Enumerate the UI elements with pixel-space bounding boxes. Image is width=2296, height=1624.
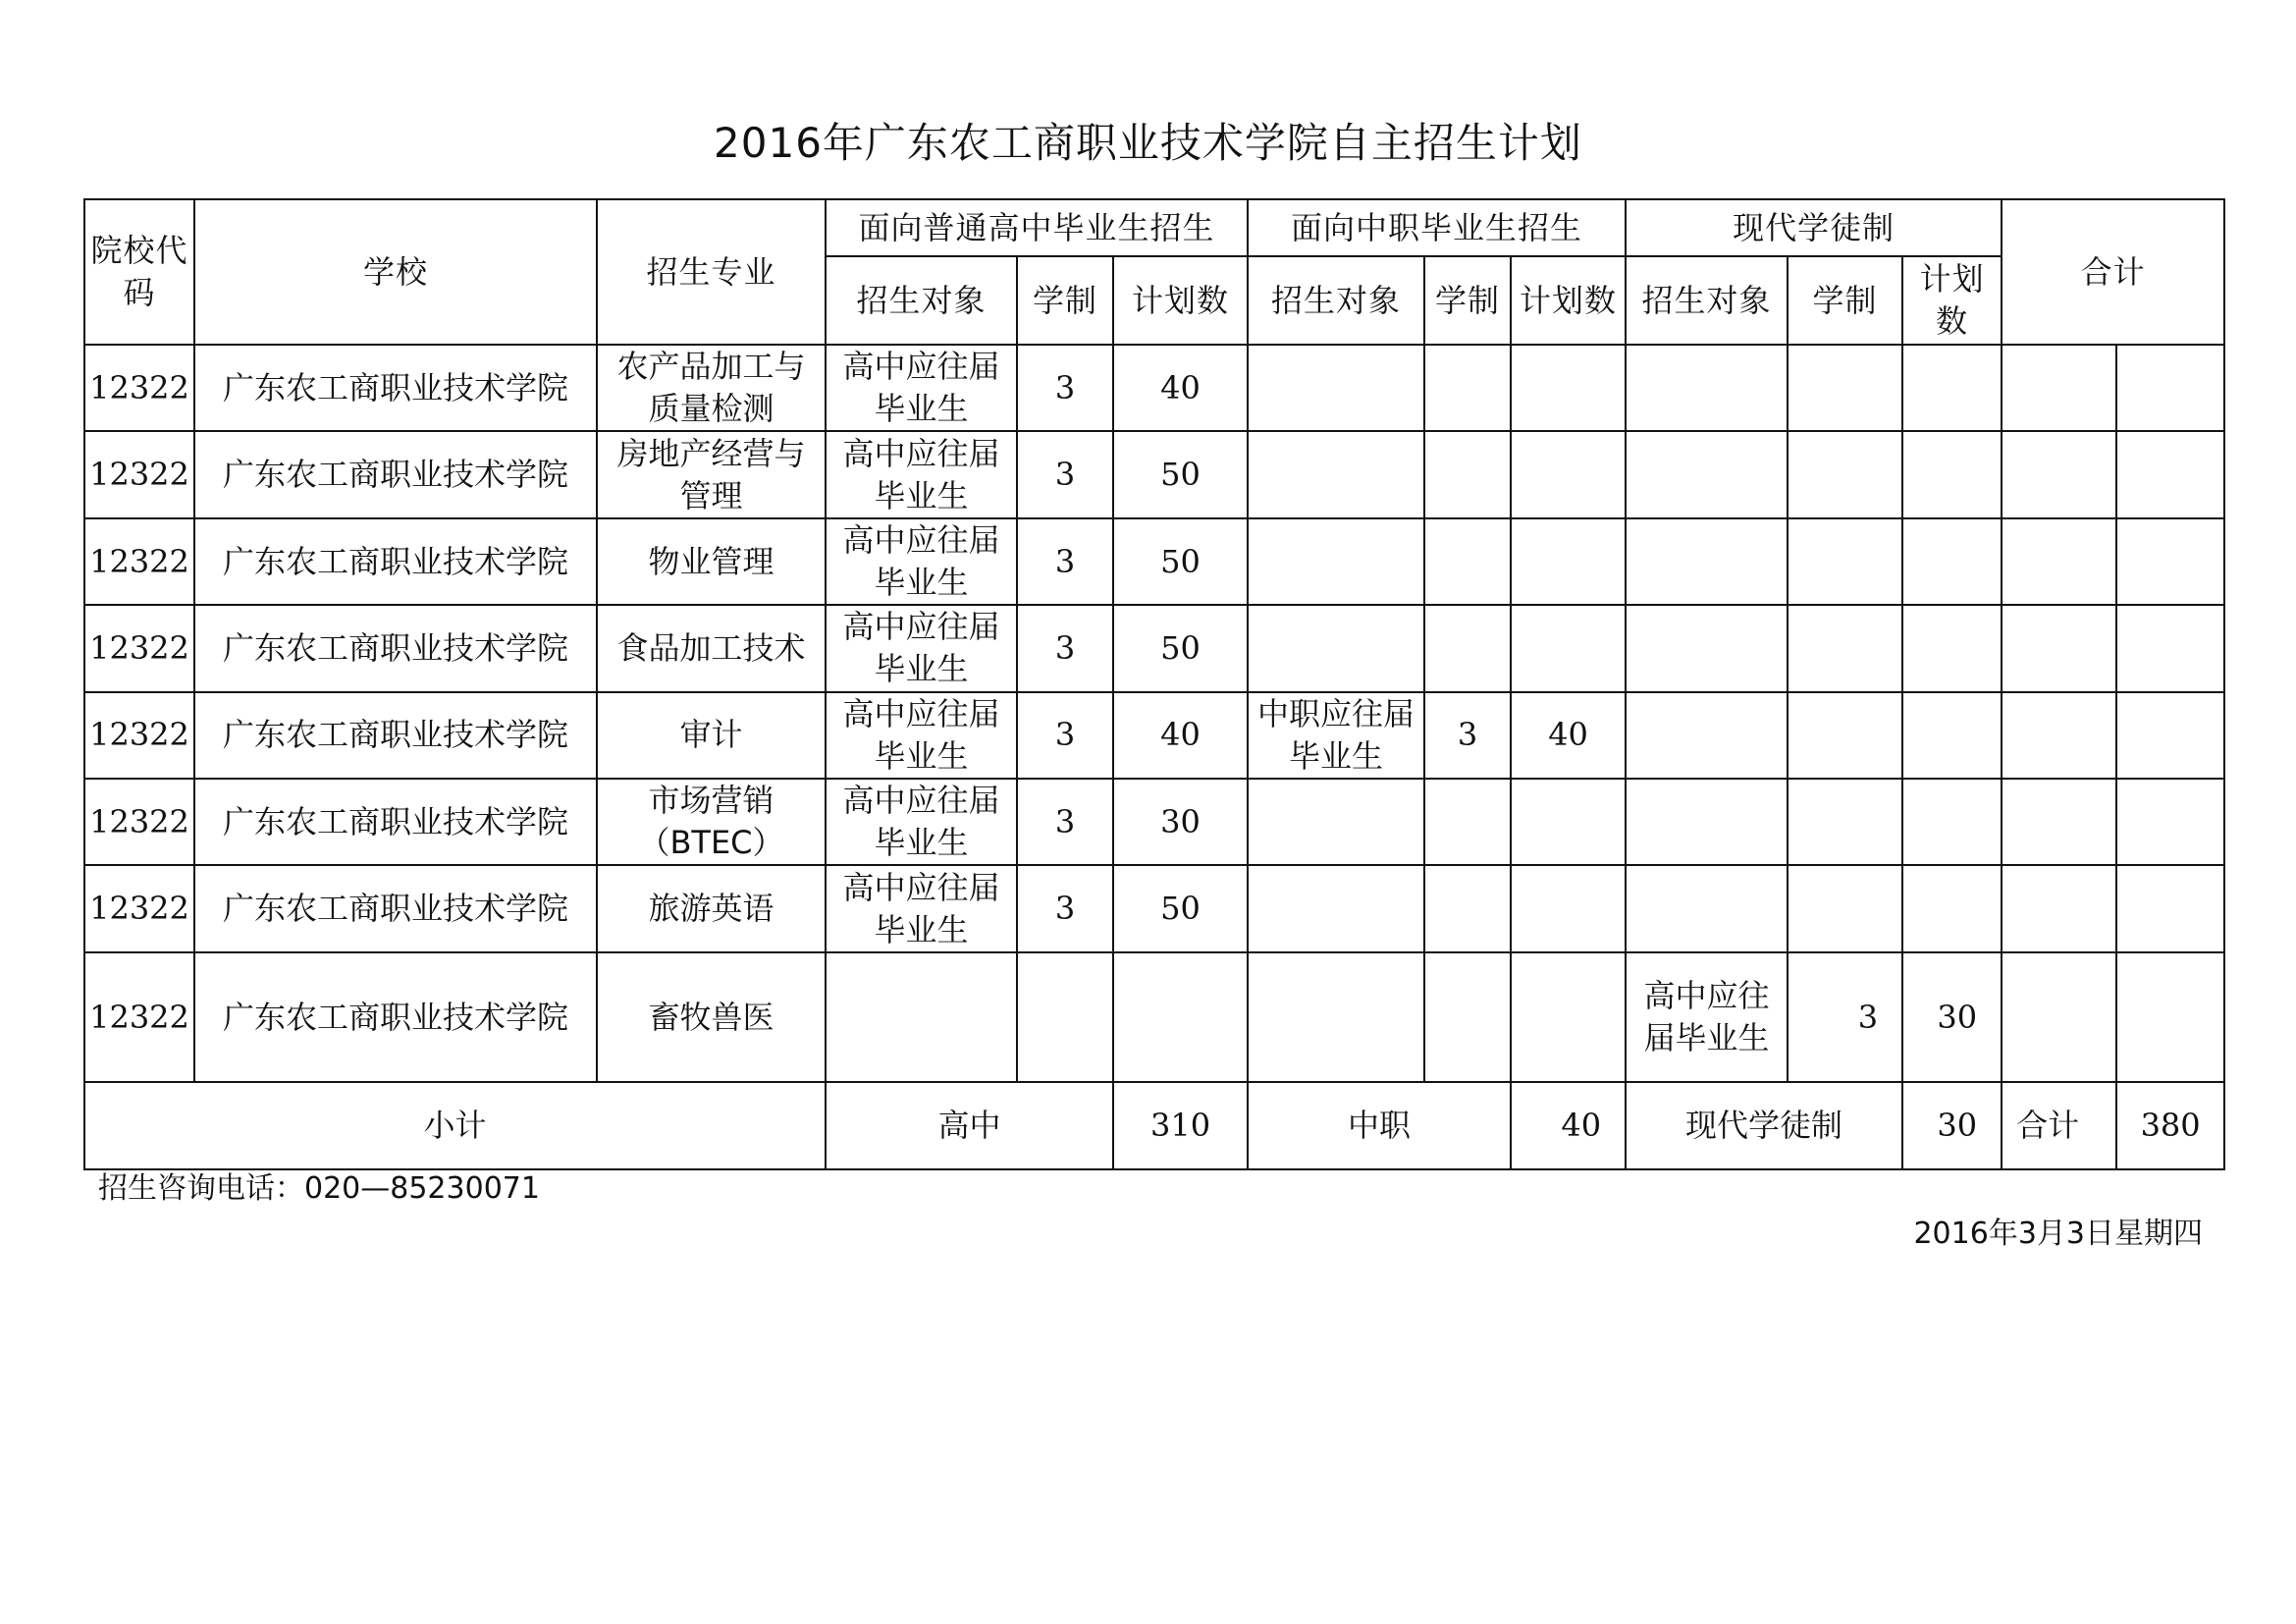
cell-vocational-target bbox=[1248, 865, 1424, 951]
cell-general-years: 3 bbox=[1017, 692, 1113, 779]
cell-general-years: 3 bbox=[1017, 865, 1113, 951]
cell-school: 广东农工商职业技术学院 bbox=[194, 865, 597, 951]
table-row bbox=[84, 952, 2224, 1083]
cell-general-years: 3 bbox=[1017, 518, 1113, 605]
cell-major: 旅游英语 bbox=[597, 865, 826, 951]
cell-apprentice-target bbox=[1626, 865, 1788, 951]
cell-apprentice-years bbox=[1788, 431, 1902, 517]
subtotal-apprentice-label: 现代学徒制 bbox=[1626, 1082, 1902, 1169]
cell-total-b bbox=[2116, 692, 2224, 779]
subtotal-general-label: 高中 bbox=[826, 1082, 1113, 1169]
cell-general-plan: 40 bbox=[1113, 692, 1248, 779]
cell-total-a bbox=[2002, 345, 2116, 431]
table-row bbox=[84, 345, 2224, 431]
header-group-vocational: 面向中职毕业生招生 bbox=[1248, 199, 1626, 256]
cell-apprentice-years bbox=[1788, 605, 1902, 691]
cell-apprentice-target bbox=[1626, 345, 1788, 431]
header-general-target: 招生对象 bbox=[826, 256, 1017, 345]
cell-general-target: 高中应往届毕业生 bbox=[826, 431, 1017, 517]
cell-apprentice-years bbox=[1788, 345, 1902, 431]
header-apprentice-plan: 计划数 bbox=[1902, 256, 2002, 345]
subtotal-total-label: 合计 bbox=[2002, 1082, 2116, 1169]
cell-total-b bbox=[2116, 345, 2224, 431]
cell-general-years: 3 bbox=[1017, 431, 1113, 517]
cell-code: 12322 bbox=[84, 605, 194, 691]
cell-vocational-years bbox=[1424, 345, 1511, 431]
cell-vocational-target bbox=[1248, 345, 1424, 431]
cell-apprentice-plan bbox=[1902, 518, 2002, 605]
cell-vocational-years bbox=[1424, 779, 1511, 865]
cell-general-target: 高中应往届毕业生 bbox=[826, 345, 1017, 431]
header-total: 合计 bbox=[2002, 199, 2224, 345]
cell-apprentice-plan bbox=[1902, 431, 2002, 517]
cell-general-target: 高中应往届毕业生 bbox=[826, 605, 1017, 691]
cell-code: 12322 bbox=[84, 431, 194, 517]
header-school: 学校 bbox=[194, 199, 597, 345]
cell-general-years: 3 bbox=[1017, 779, 1113, 865]
hotline-text: 招生咨询电话：020—85230071 bbox=[98, 1171, 540, 1206]
subtotal-row bbox=[84, 1082, 2224, 1169]
subtotal-total-value: 380 bbox=[2116, 1082, 2224, 1169]
subtotal-apprentice-value: 30 bbox=[1902, 1082, 2002, 1169]
subtotal-vocational-value: 40 bbox=[1511, 1082, 1626, 1169]
cell-total-b bbox=[2116, 779, 2224, 865]
cell-total-a bbox=[2002, 518, 2116, 605]
cell-apprentice-years bbox=[1788, 518, 1902, 605]
cell-vocational-plan bbox=[1511, 431, 1626, 517]
cell-general-target: 高中应往届毕业生 bbox=[826, 692, 1017, 779]
cell-general-years bbox=[1017, 952, 1113, 1083]
header-general-years: 学制 bbox=[1017, 256, 1113, 345]
cell-general-plan: 30 bbox=[1113, 779, 1248, 865]
cell-school: 广东农工商职业技术学院 bbox=[194, 779, 597, 865]
cell-code: 12322 bbox=[84, 518, 194, 605]
header-vocational-plan: 计划数 bbox=[1511, 256, 1626, 345]
cell-general-target: 高中应往届毕业生 bbox=[826, 518, 1017, 605]
cell-apprentice-plan: 30 bbox=[1902, 952, 2002, 1083]
cell-vocational-target: 中职应往届毕业生 bbox=[1248, 692, 1424, 779]
cell-vocational-years bbox=[1424, 952, 1511, 1083]
cell-apprentice-target bbox=[1626, 431, 1788, 517]
cell-school: 广东农工商职业技术学院 bbox=[194, 952, 597, 1083]
cell-apprentice-plan bbox=[1902, 345, 2002, 431]
header-group-general: 面向普通高中毕业生招生 bbox=[826, 199, 1248, 256]
cell-general-plan bbox=[1113, 952, 1248, 1083]
cell-vocational-years bbox=[1424, 865, 1511, 951]
header-apprentice-years: 学制 bbox=[1788, 256, 1902, 345]
table-row bbox=[84, 865, 2224, 951]
table-row bbox=[84, 518, 2224, 605]
cell-vocational-plan bbox=[1511, 345, 1626, 431]
cell-major: 房地产经营与管理 bbox=[597, 431, 826, 517]
cell-apprentice-target bbox=[1626, 518, 1788, 605]
cell-major: 审计 bbox=[597, 692, 826, 779]
cell-apprentice-plan bbox=[1902, 692, 2002, 779]
cell-major: 农产品加工与质量检测 bbox=[597, 345, 826, 431]
subtotal-label: 小计 bbox=[84, 1082, 826, 1169]
cell-school: 广东农工商职业技术学院 bbox=[194, 518, 597, 605]
cell-code: 12322 bbox=[84, 692, 194, 779]
cell-vocational-years bbox=[1424, 605, 1511, 691]
cell-total-b bbox=[2116, 605, 2224, 691]
cell-vocational-years bbox=[1424, 518, 1511, 605]
header-major: 招生专业 bbox=[597, 199, 826, 345]
cell-general-plan: 50 bbox=[1113, 431, 1248, 517]
cell-major: 物业管理 bbox=[597, 518, 826, 605]
cell-general-plan: 50 bbox=[1113, 865, 1248, 951]
header-general-plan: 计划数 bbox=[1113, 256, 1248, 345]
subtotal-vocational-label: 中职 bbox=[1248, 1082, 1511, 1169]
enrollment-plan-table bbox=[83, 198, 2225, 1170]
cell-general-years: 3 bbox=[1017, 605, 1113, 691]
cell-vocational-target bbox=[1248, 431, 1424, 517]
cell-general-plan: 50 bbox=[1113, 518, 1248, 605]
cell-code: 12322 bbox=[84, 345, 194, 431]
cell-apprentice-years bbox=[1788, 692, 1902, 779]
cell-total-a bbox=[2002, 692, 2116, 779]
header-code: 院校代码 bbox=[84, 199, 194, 345]
cell-apprentice-target: 高中应往届毕业生 bbox=[1626, 952, 1788, 1083]
header-vocational-years: 学制 bbox=[1424, 256, 1511, 345]
cell-total-b bbox=[2116, 518, 2224, 605]
header-vocational-target: 招生对象 bbox=[1248, 256, 1424, 345]
cell-apprentice-years bbox=[1788, 779, 1902, 865]
cell-total-a bbox=[2002, 605, 2116, 691]
cell-general-target: 高中应往届毕业生 bbox=[826, 779, 1017, 865]
header-apprentice-target: 招生对象 bbox=[1626, 256, 1788, 345]
cell-code: 12322 bbox=[84, 952, 194, 1083]
cell-vocational-plan bbox=[1511, 605, 1626, 691]
cell-major: 食品加工技术 bbox=[597, 605, 826, 691]
cell-total-b bbox=[2116, 952, 2224, 1083]
cell-total-b bbox=[2116, 865, 2224, 951]
cell-vocational-plan: 40 bbox=[1511, 692, 1626, 779]
cell-vocational-plan bbox=[1511, 518, 1626, 605]
cell-vocational-years: 3 bbox=[1424, 692, 1511, 779]
cell-total-a bbox=[2002, 779, 2116, 865]
cell-vocational-plan bbox=[1511, 952, 1626, 1083]
cell-total-a bbox=[2002, 952, 2116, 1083]
cell-apprentice-plan bbox=[1902, 865, 2002, 951]
cell-total-b bbox=[2116, 431, 2224, 517]
cell-school: 广东农工商职业技术学院 bbox=[194, 345, 597, 431]
cell-vocational-plan bbox=[1511, 779, 1626, 865]
cell-school: 广东农工商职业技术学院 bbox=[194, 605, 597, 691]
cell-code: 12322 bbox=[84, 865, 194, 951]
cell-vocational-target bbox=[1248, 952, 1424, 1083]
cell-vocational-target bbox=[1248, 518, 1424, 605]
cell-vocational-years bbox=[1424, 431, 1511, 517]
cell-total-a bbox=[2002, 865, 2116, 951]
table-row bbox=[84, 605, 2224, 691]
document-date: 2016年3月3日星期四 bbox=[1913, 1217, 2203, 1251]
page-title: 2016年广东农工商职业技术学院自主招生计划 bbox=[714, 119, 1582, 167]
table-row bbox=[84, 692, 2224, 779]
cell-total-a bbox=[2002, 431, 2116, 517]
cell-code: 12322 bbox=[84, 779, 194, 865]
cell-apprentice-target bbox=[1626, 605, 1788, 691]
cell-school: 广东农工商职业技术学院 bbox=[194, 692, 597, 779]
cell-major: 畜牧兽医 bbox=[597, 952, 826, 1083]
cell-vocational-plan bbox=[1511, 865, 1626, 951]
cell-apprentice-target bbox=[1626, 692, 1788, 779]
header-group-apprentice: 现代学徒制 bbox=[1626, 199, 2002, 256]
cell-apprentice-years: 3 bbox=[1788, 952, 1902, 1083]
cell-general-plan: 40 bbox=[1113, 345, 1248, 431]
subtotal-general-value: 310 bbox=[1113, 1082, 1248, 1169]
cell-school: 广东农工商职业技术学院 bbox=[194, 431, 597, 517]
cell-vocational-target bbox=[1248, 779, 1424, 865]
cell-apprentice-target bbox=[1626, 779, 1788, 865]
cell-general-target bbox=[826, 952, 1017, 1083]
cell-vocational-target bbox=[1248, 605, 1424, 691]
cell-general-plan: 50 bbox=[1113, 605, 1248, 691]
cell-major: 市场营销（BTEC） bbox=[597, 779, 826, 865]
cell-apprentice-plan bbox=[1902, 779, 2002, 865]
cell-apprentice-plan bbox=[1902, 605, 2002, 691]
table-row bbox=[84, 779, 2224, 865]
table-row bbox=[84, 431, 2224, 517]
cell-apprentice-years bbox=[1788, 865, 1902, 951]
cell-general-target: 高中应往届毕业生 bbox=[826, 865, 1017, 951]
cell-general-years: 3 bbox=[1017, 345, 1113, 431]
